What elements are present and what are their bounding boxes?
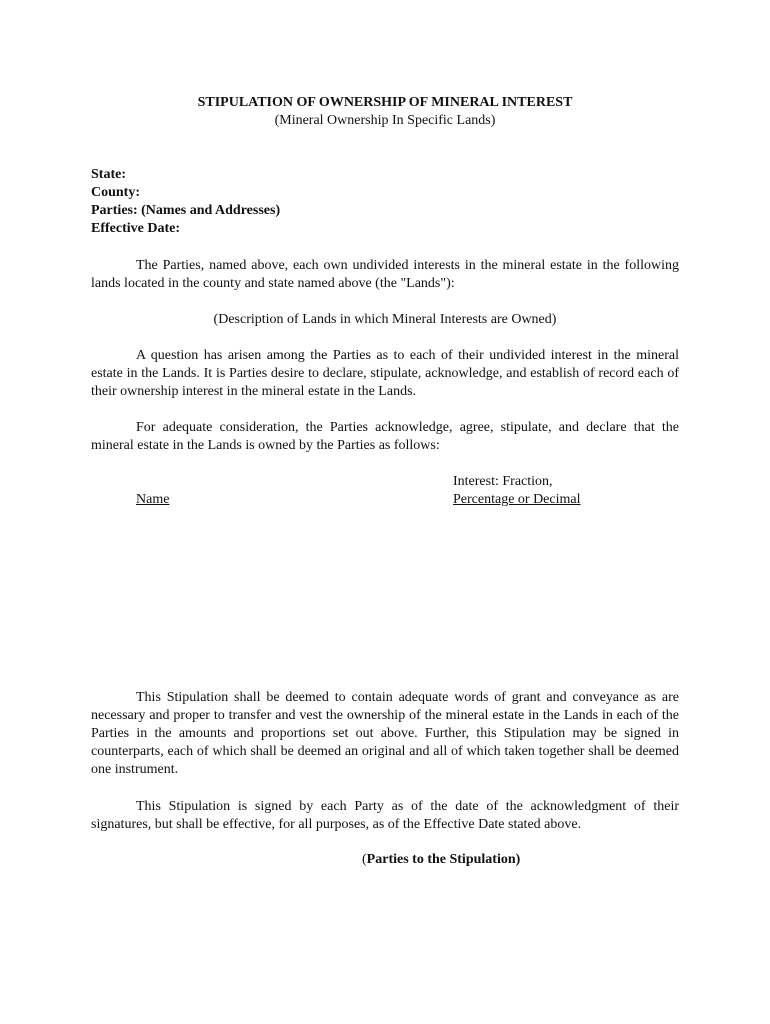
signed-paragraph: This Stipulation is signed by each Party as of the date of the acknowledgment of their signatures, but shall be effective, for all purposes, as of the Effective Date stated above. <box>91 799 679 832</box>
consideration-paragraph: For adequate consideration, the Parties acknowledge, agree, stipulate, and declare that the mineral estate in the Lands is owned by the Parties as follows: <box>91 420 679 453</box>
county-field-label: County: <box>91 185 141 200</box>
interest-header-line1: Interest: Fraction, <box>453 474 553 489</box>
signature-open-paren: ( <box>362 852 367 867</box>
name-column-header: Name <box>136 492 170 507</box>
effective-date-field-label: Effective Date: <box>91 221 181 236</box>
interest-column-header <box>453 473 581 509</box>
header-fields <box>91 166 280 238</box>
lands-description-placeholder: (Description of Lands in which Mineral Interests are Owned) <box>213 312 557 327</box>
parties-field-label: Parties: (Names and Addresses) <box>91 203 281 218</box>
document-subtitle: (Mineral Ownership In Specific Lands) <box>274 113 496 128</box>
document-title: STIPULATION OF OWNERSHIP OF MINERAL INTEREST <box>197 95 573 110</box>
signature-label: Parties to the Stipulation) <box>366 852 521 867</box>
intro-paragraph: The Parties, named above, each own undivided interests in the mineral estate in the following lands located in the county and state named above (the "Lands"): <box>91 258 679 291</box>
interest-header-line2: Percentage or Decimal <box>453 492 581 507</box>
question-paragraph: A question has arisen among the Parties as to each of their undivided interest in the mineral estate in the Lands. It is Parties desire to declare, stipulate, acknowledge, and establish of record each of their ownership interest in the mineral estate in the Lands. <box>91 348 679 399</box>
state-field-label: State: <box>91 167 126 182</box>
conveyance-paragraph: This Stipulation shall be deemed to contain adequate words of grant and conveyance as are necessary and proper to transfer and vest the ownership of the mineral estate in the Lands in each of the Parties in the amounts and proportions set out above. Further, this Stipulation may be signed in counterparts, each of which shall be deemed an original and all of which taken together shall be deemed one instrument. <box>91 690 679 777</box>
parties-signature-heading <box>362 851 520 869</box>
